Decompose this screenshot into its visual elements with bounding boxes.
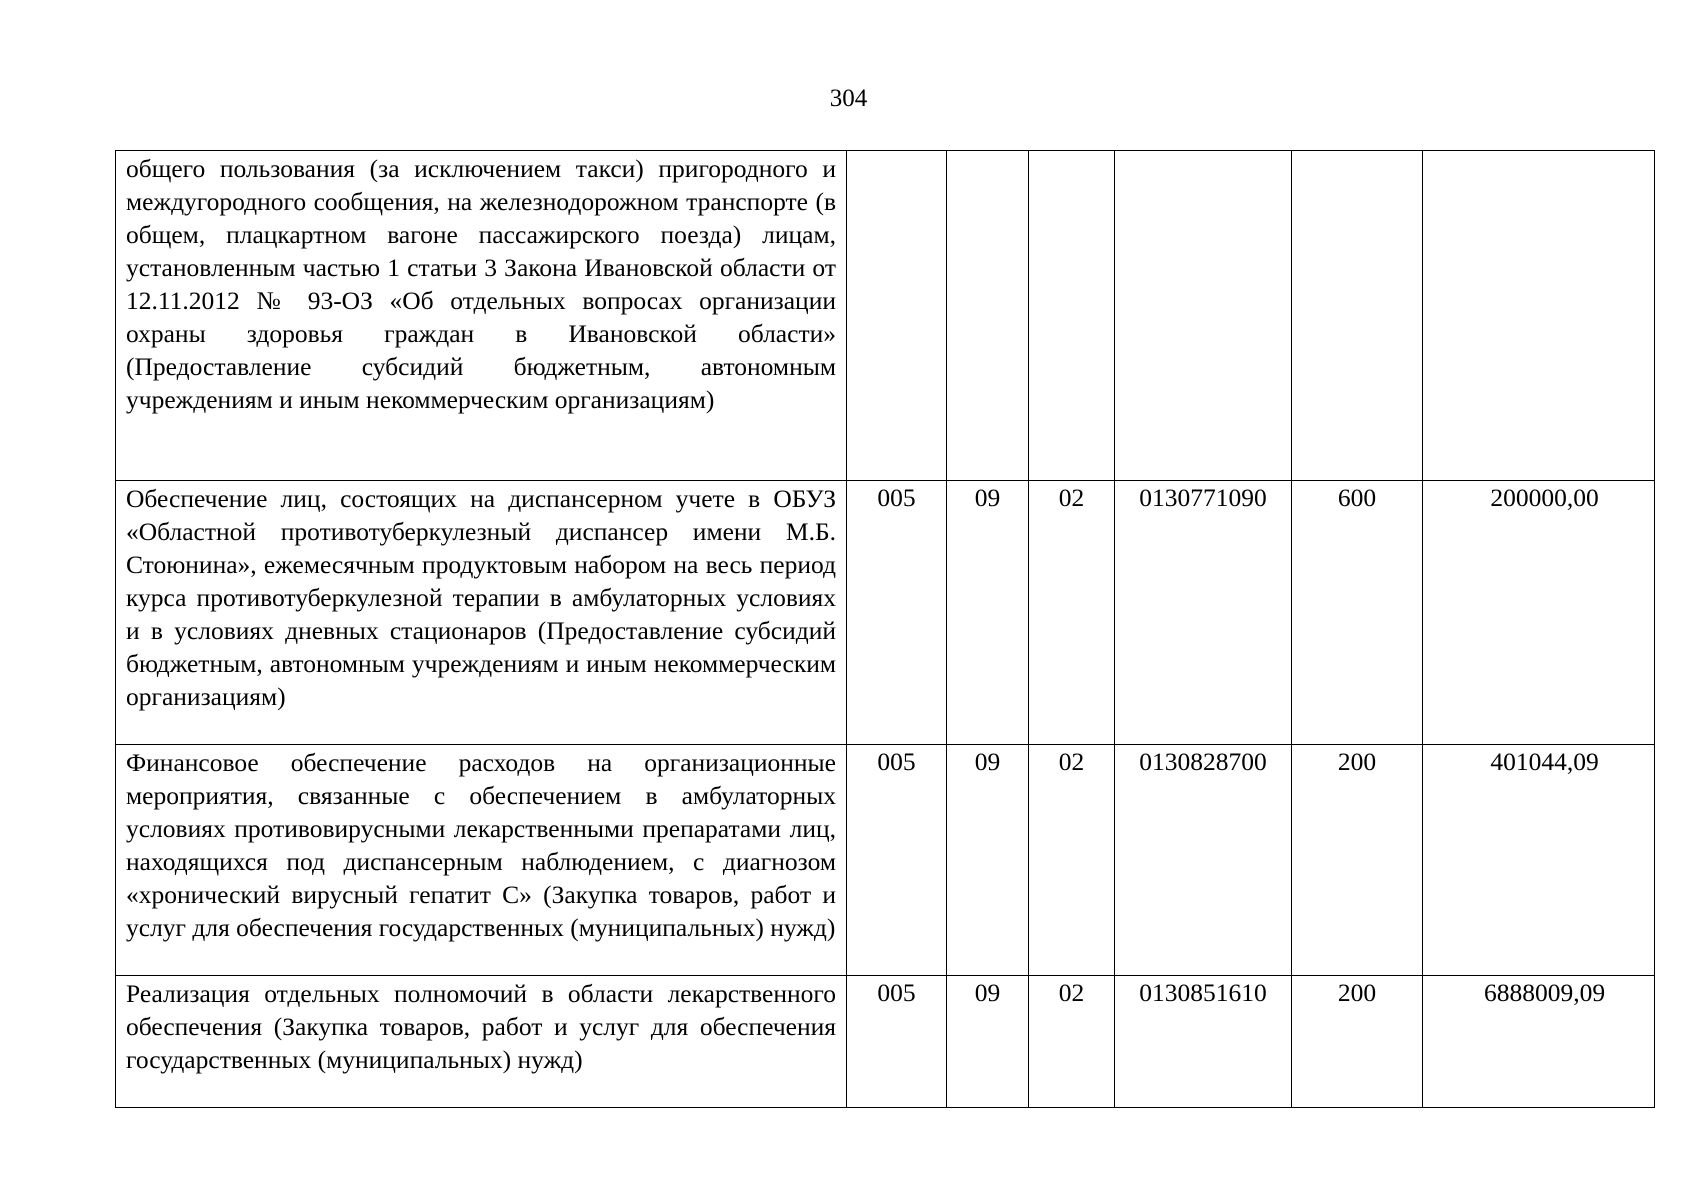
target-article-code: 0130828700: [1115, 745, 1292, 976]
section-code: 09: [947, 481, 1029, 745]
amount: 401044,09: [1423, 745, 1655, 976]
table-row: [116, 481, 1655, 745]
target-article-code: 0130771090: [1115, 481, 1292, 745]
expense-description: Обеспечение лиц, состоящих на диспансерном учете в ОБУЗ «Областной противотуберкулезный диспансер имени М.Б. Стоюнина», ежемесячным продуктовым набором на весь период курса противотуберкулезной терапии в амбулаторных условиях и в условиях дневных стационаров (Предоставление субсидий бюджетным, автономным учреждениям и иным некоммерческим организациям): [116, 481, 847, 745]
section-code: 09: [947, 745, 1029, 976]
expense-description: Реализация отдельных полномочий в области лекарственного обеспечения (Закупка товаров, работ и услуг для обеспечения государственных (муниципальных) нужд): [116, 976, 847, 1108]
subsection-code: [1029, 151, 1115, 481]
ministry-code: [847, 151, 947, 481]
expense-type-code: 600: [1292, 481, 1423, 745]
subsection-code: 02: [1029, 745, 1115, 976]
expense-description: Финансовое обеспечение расходов на организационные мероприятия, связанные с обеспечением в амбулаторных условиях противовирусными лекарственными препаратами лиц, находящихся под диспансерным наблюдением, с диагнозом «хронический вирусный гепатит С» (Закупка товаров, работ и услуг для обеспечения государственных (муниципальных) нужд): [116, 745, 847, 976]
subsection-code: 02: [1029, 976, 1115, 1108]
table-row: [116, 745, 1655, 976]
amount: [1423, 151, 1655, 481]
table-row: [116, 151, 1655, 481]
page-number: 304: [829, 85, 868, 112]
section-code: [947, 151, 1029, 481]
table-row: [116, 976, 1655, 1108]
ministry-code: 005: [847, 745, 947, 976]
ministry-code: 005: [847, 481, 947, 745]
target-article-code: 0130851610: [1115, 976, 1292, 1108]
section-code: 09: [947, 976, 1029, 1108]
budget-table: [115, 150, 1655, 1108]
expense-type-code: [1292, 151, 1423, 481]
amount: 200000,00: [1423, 481, 1655, 745]
ministry-code: 005: [847, 976, 947, 1108]
subsection-code: 02: [1029, 481, 1115, 745]
target-article-code: [1115, 151, 1292, 481]
amount: 6888009,09: [1423, 976, 1655, 1108]
expense-type-code: 200: [1292, 745, 1423, 976]
expense-type-code: 200: [1292, 976, 1423, 1108]
expense-description: общего пользования (за исключением такси) пригородного и междугородного сообщения, на железнодорожном транспорте (в общем, плацкартном вагоне пассажирского поезда) лицам, установленным частью 1 статьи 3 Закона Ивановской области от 12.11.2012 № 93-ОЗ «Об отдельных вопросах организации охраны здоровья граждан в Ивановской области» (Предоставление субсидий бюджетным, автономным учреждениям и иным некоммерческим организациям): [116, 151, 847, 481]
